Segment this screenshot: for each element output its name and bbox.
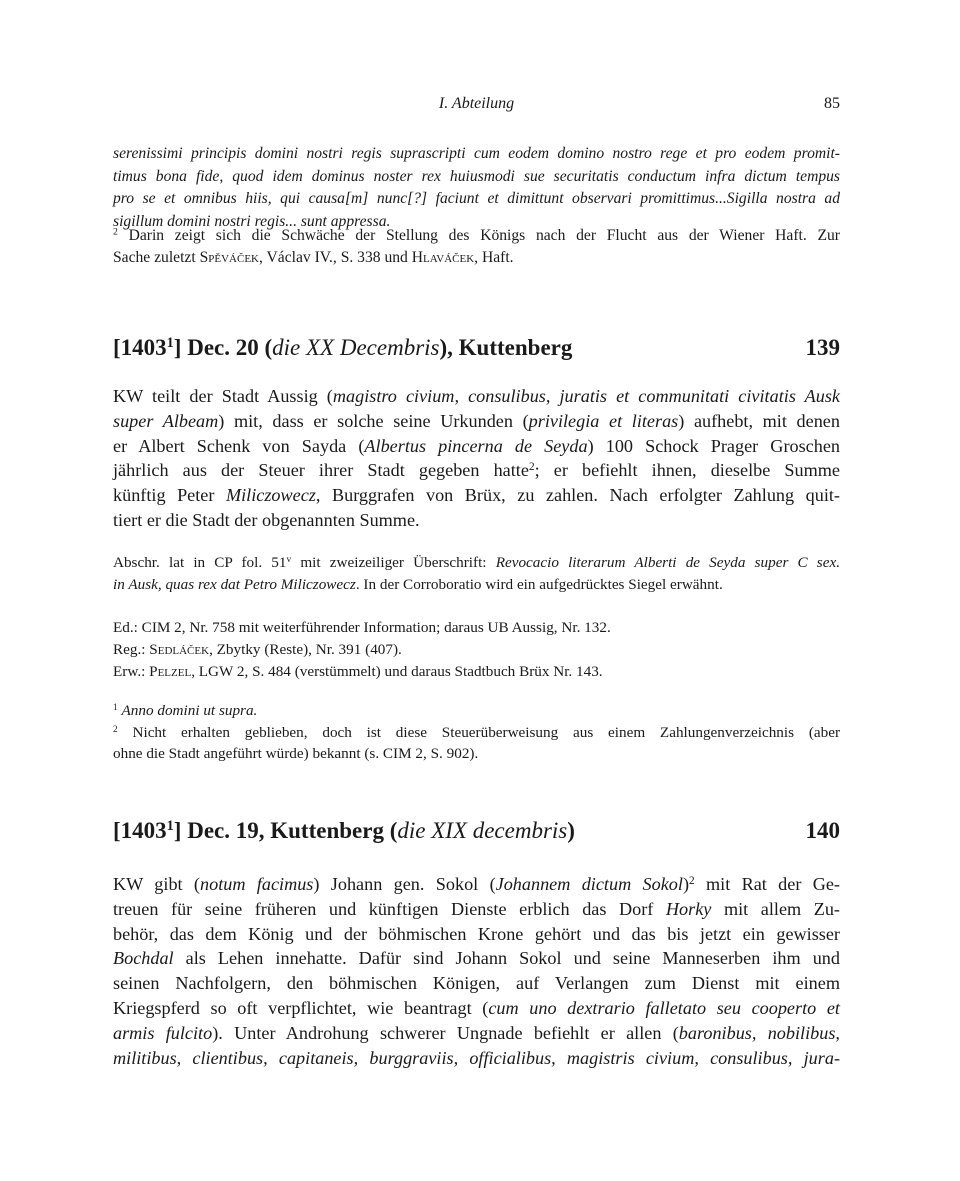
source-line	[113, 552, 840, 574]
heading-latin-date: die XX Decembris	[272, 335, 440, 360]
body-text: , Burggrafen von Brüx, zu zahlen. Nach erfolgter Zahlung quit-	[315, 485, 840, 506]
body-line	[113, 384, 840, 409]
body-line: seinen Nachfolgern, den böhmischen Königen, auf Verlangen zum Dienst mit einem	[113, 973, 840, 994]
body-line: tiert er die Stadt der obgenannten Summe.	[113, 509, 420, 530]
source-text: mit zweizeiliger Überschrift:	[291, 554, 496, 571]
source-text: Abschr. lat in CP fol. 51	[113, 554, 287, 571]
running-head-title: I. Abteilung	[438, 95, 515, 112]
footnote-line	[113, 225, 840, 247]
body-line: militibus, clientibus, capitaneis, burggraviis, officialibus, magistris civium, consulibus, jura-	[113, 1047, 840, 1068]
regest-line	[113, 639, 840, 661]
latin-quote: Miliczowecz	[225, 485, 316, 506]
latin-quote: privilegia et literas	[528, 410, 679, 431]
body-line	[113, 872, 840, 897]
body-line	[113, 946, 840, 971]
latin-quote: cum uno dextrario falletato seu cooperto et	[488, 997, 840, 1018]
source-line	[113, 574, 840, 596]
footnote-line	[113, 700, 840, 722]
heading-text: [1403	[113, 818, 167, 843]
body-text: ) mit, dass er solche seine Urkunden (	[218, 410, 529, 431]
footnote-marker: 1	[113, 702, 118, 713]
body-line	[113, 996, 840, 1021]
footnote-marker: 2	[689, 874, 695, 887]
continuation-line: sigillum domini nostri regis... sunt appressa.	[113, 212, 391, 230]
footnote-text: , Haft.	[474, 249, 514, 266]
entry-number: 139	[805, 335, 840, 360]
footnote-text: Darin zeigt sich die Schwäche der Stellung des Königs nach der Flucht aus der Wiener Haft. Zur	[128, 227, 841, 244]
footnote-text: Sache zuletzt	[113, 249, 200, 266]
body-text: jährlich aus der Steuer ihrer Stadt gegeben hatte	[113, 460, 529, 481]
continuation-text	[113, 143, 840, 233]
person-name: Bochdal	[113, 948, 174, 969]
latin-quote: super Albeam	[113, 410, 219, 431]
entry-body-139	[113, 384, 840, 533]
entry-heading-139	[113, 335, 840, 367]
body-text: ). Unter Androhung schwerer Ungnade befiehlt er allen (	[212, 1022, 679, 1043]
mention-line	[113, 661, 840, 683]
footnote-marker: 2	[113, 226, 118, 238]
heading-text: [1403	[113, 335, 167, 360]
footnote-marker: 2	[528, 461, 535, 474]
edition-text: , Zbytky (Reste), Nr. 391 (407).	[209, 641, 402, 658]
latin-quote: armis fulcito	[113, 1022, 213, 1043]
page-number: 85	[824, 95, 840, 112]
footnote-marker: 2	[113, 724, 118, 735]
author-name: Pelzel	[149, 663, 192, 680]
entry-body-140	[113, 872, 840, 1070]
author-name: Sedláček	[149, 641, 210, 658]
latin-quote: Johannem dictum Sokol	[495, 874, 683, 894]
body-text: künftig Peter	[113, 485, 226, 506]
body-text: KW teilt der Stadt Aussig (	[113, 386, 333, 406]
latin-quote: Revocacio literarum Alberti de Seyda super C sex.	[495, 554, 840, 571]
footnote-top	[113, 225, 840, 269]
heading-text: ] Dec. 20 (	[173, 335, 273, 360]
entry-date-place	[113, 818, 575, 844]
entry-heading-140	[113, 818, 840, 850]
footnote-line	[113, 722, 840, 744]
footnote-text: , Václav IV., S. 338 und	[259, 249, 412, 266]
folio-superscript: v	[286, 554, 292, 565]
place-name: Horky	[665, 898, 712, 919]
body-text: treuen für seine früheren und künftigen Dienste erblich das Dorf	[113, 898, 666, 919]
footnotes-139	[113, 700, 840, 765]
edition-text: , LGW 2, S. 484 (verstümmelt) und daraus Stadtbuch Brüx Nr. 143.	[191, 663, 603, 680]
latin-quote: Albertus pincerna de Seyda	[364, 435, 588, 456]
body-line: behör, das dem König und der böhmischen Krone gehört und das bis jetzt ein gewisser	[113, 923, 840, 944]
body-text: mit Rat der Ge-	[694, 874, 840, 894]
heading-latin-date: die XIX decembris	[397, 818, 568, 843]
body-line	[113, 897, 840, 922]
body-text: Kriegspferd so oft verpflichtet, wie beantragt (	[113, 997, 489, 1018]
editions-139	[113, 617, 840, 683]
body-text: ) aufhebt, mit denen	[678, 410, 840, 431]
footnote-line	[113, 247, 840, 269]
body-line	[113, 458, 840, 483]
body-text: mit allem Zu-	[711, 898, 840, 919]
edition-line: Ed.: CIM 2, Nr. 758 mit weiterführender Information; daraus UB Aussig, Nr. 132.	[113, 619, 611, 636]
body-line	[113, 483, 840, 508]
latin-quote: in Ausk, quas rex dat Petro Miliczowecz	[113, 576, 356, 593]
continuation-line: serenissimi principis domini nostri regis suprascripti cum eodem domino nostro rege et pro eodem promit-	[113, 145, 840, 162]
footnote-marker: 1	[166, 818, 174, 835]
body-text: er Albert Schenk von Sayda (	[113, 435, 365, 456]
edition-text: Reg.:	[113, 641, 150, 658]
heading-text: )	[567, 818, 575, 843]
footnote-text: Nicht erhalten geblieben, doch ist diese Steuerüberweisung aus einem Zahlungenverzeichnis (aber	[132, 723, 841, 741]
latin-quote: magistro civium, consulibus, juratis et communitati civitatis Ausk	[332, 386, 840, 406]
edition-text: Erw.:	[113, 663, 150, 680]
entry-number: 140	[805, 818, 840, 843]
entry-date-place	[113, 335, 572, 361]
continuation-line: timus bona fide, quod idem dominus noster rex huiusmodi sue securitatis conductum infra dictum tempus	[113, 167, 840, 185]
heading-text: ] Dec. 19, Kuttenberg (	[173, 818, 398, 843]
author-name: Hlaváček	[411, 249, 475, 266]
latin-quote: baronibus, nobilibus,	[678, 1022, 840, 1043]
continuation-line: pro se et omnibus hiis, qui causa[m] nunc[?] faciunt et dimittunt observari promittimus...Sigilla nostra ad	[113, 190, 840, 207]
running-head	[113, 95, 840, 117]
body-text: ; er befiehlt ihnen, dieselbe Summe	[534, 460, 840, 481]
latin-quote: notum facimus	[200, 874, 314, 894]
body-text: als Lehen innehatte. Dafür sind Johann Sokol und seine Manneserben ihm und	[173, 948, 840, 969]
source-text: . In der Corroboratio wird ein aufgedrücktes Siegel erwähnt.	[355, 576, 723, 593]
body-line	[113, 434, 840, 459]
footnote-text: Anno domini ut supra.	[121, 702, 258, 719]
body-text: ) Johann gen. Sokol (	[313, 874, 496, 894]
footnote-line: ohne die Stadt angeführt würde) bekannt (s. CIM 2, S. 902).	[113, 745, 479, 762]
body-text: KW gibt (	[113, 874, 200, 894]
heading-text: ), Kuttenberg	[439, 335, 573, 360]
body-line	[113, 409, 840, 434]
source-note-139	[113, 552, 840, 596]
body-text: )	[682, 874, 690, 894]
footnote-marker: 1	[166, 335, 174, 352]
body-text: ) 100 Schock Prager Groschen	[587, 435, 841, 456]
author-name: Spěváček	[199, 249, 259, 266]
body-line	[113, 1021, 840, 1046]
